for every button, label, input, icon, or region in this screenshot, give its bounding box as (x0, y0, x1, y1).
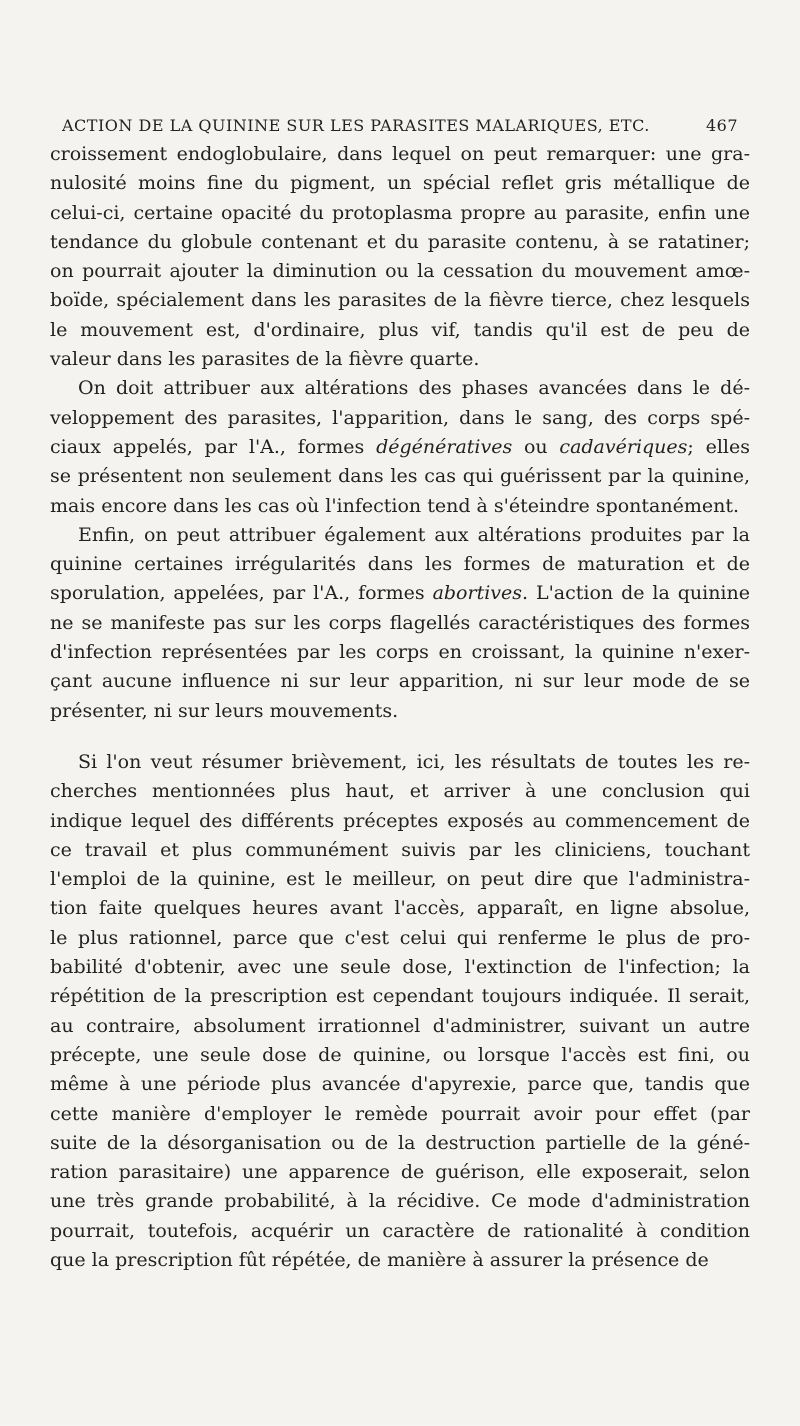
text-line: une très grande probabilité, à la récidive. Ce mode d'administration (50, 1190, 750, 1213)
text-line: cherches mentionnées plus haut, et arriver à une conclusion qui (50, 780, 750, 803)
text-line: même à une période plus avancée d'apyrexie, parce que, tandis que (50, 1073, 750, 1096)
text-line: quinine certaines irrégularités dans les formes de maturation et de (50, 553, 750, 576)
text-line: ration parasitaire) une apparence de guérison, elle exposerait, selon (50, 1161, 750, 1184)
text-line: indique lequel des différents préceptes exposés au commencement de (50, 809, 750, 832)
text-line: sporulation, appelées, par l'A., formes abortives. L'action de la quinine (50, 582, 750, 605)
running-title: ACTION DE LA QUININE SUR LES PARASITES MALARIQUES, ETC. (62, 116, 650, 135)
text-line: cette manière d'employer le remède pourrait avoir pour effet (par (50, 1102, 750, 1125)
text-line: tion faite quelques heures avant l'accès, apparaît, en ligne absolue, (50, 897, 750, 920)
text-line: suite de la désorganisation ou de la destruction partielle de la géné- (50, 1131, 750, 1154)
text-line: l'emploi de la quinine, est le meilleur, on peut dire que l'administra- (50, 868, 750, 891)
paragraph (50, 521, 750, 726)
text-line: répétition de la prescription est cependant toujours indiquée. Il serait, (50, 985, 750, 1008)
text-line: mais encore dans les cas où l'infection tend à s'éteindre spontanément. (50, 494, 740, 517)
text-line: veloppement des parasites, l'apparition, dans le sang, des corps spé- (50, 406, 750, 429)
paragraph (50, 374, 750, 520)
paragraph-gap (50, 726, 750, 748)
text-line: d'infection représentées par les corps en croissant, la quinine n'exer- (50, 641, 750, 664)
text-line: valeur dans les parasites de la fièvre quarte. (50, 348, 480, 371)
text-line: babilité d'obtenir, avec une seule dose, l'extinction de l'infection; la (50, 956, 750, 979)
text-line: tendance du globule contenant et du parasite contenu, à se ratatiner; (50, 230, 750, 253)
text-line: le mouvement est, d'ordinaire, plus vif, tandis qu'il est de peu de (50, 318, 750, 341)
text-line: que la prescription fût répétée, de manière à assurer la présence de (50, 1248, 709, 1271)
body-text (50, 140, 750, 1275)
text-line: on pourrait ajouter la diminution ou la cessation du mouvement amœ- (50, 260, 750, 283)
text-line: çant aucune influence ni sur leur apparition, ni sur leur mode de se (50, 670, 750, 693)
text-line: se présentent non seulement dans les cas qui guérissent par la quinine, (50, 465, 750, 488)
text-line: au contraire, absolument irrationnel d'administrer, suivant un autre (50, 1014, 750, 1037)
text-line: présenter, ni sur leurs mouvements. (50, 699, 399, 722)
paragraph (50, 140, 750, 374)
text-line: précepte, une seule dose de quinine, ou lorsque l'accès est fini, ou (50, 1043, 750, 1066)
text-line: boïde, spécialement dans les parasites de la fièvre tierce, chez lesquels (50, 289, 750, 312)
text-line: ciaux appelés, par l'A., formes dégénératives ou cadavériques; elles (50, 435, 750, 458)
text-line: croissement endoglobulaire, dans lequel on peut remarquer: une gra- (50, 143, 750, 165)
page-header (62, 116, 738, 142)
text-line: Enfin, on peut attribuer également aux altérations produites par la (78, 523, 750, 546)
text-line: nulosité moins fine du pigment, un spécial reflet gris métallique de (50, 172, 750, 195)
page-number: 467 (705, 116, 738, 135)
paragraph (50, 748, 750, 1275)
text-line: Si l'on veut résumer brièvement, ici, les résultats de toutes les re- (78, 750, 750, 773)
text-line: pourrait, toutefois, acquérir un caractère de rationalité à condition (50, 1219, 750, 1242)
text-line: ce travail et plus communément suivis par les cliniciens, touchant (50, 838, 750, 861)
text-line: le plus rationnel, parce que c'est celui qui renferme le plus de pro- (50, 926, 750, 949)
text-line: ne se manifeste pas sur les corps flagellés caractéristiques des formes (50, 611, 750, 634)
text-line: On doit attribuer aux altérations des phases avancées dans le dé- (78, 377, 750, 400)
text-line: celui-ci, certaine opacité du protoplasma propre au parasite, enfin une (50, 201, 750, 224)
